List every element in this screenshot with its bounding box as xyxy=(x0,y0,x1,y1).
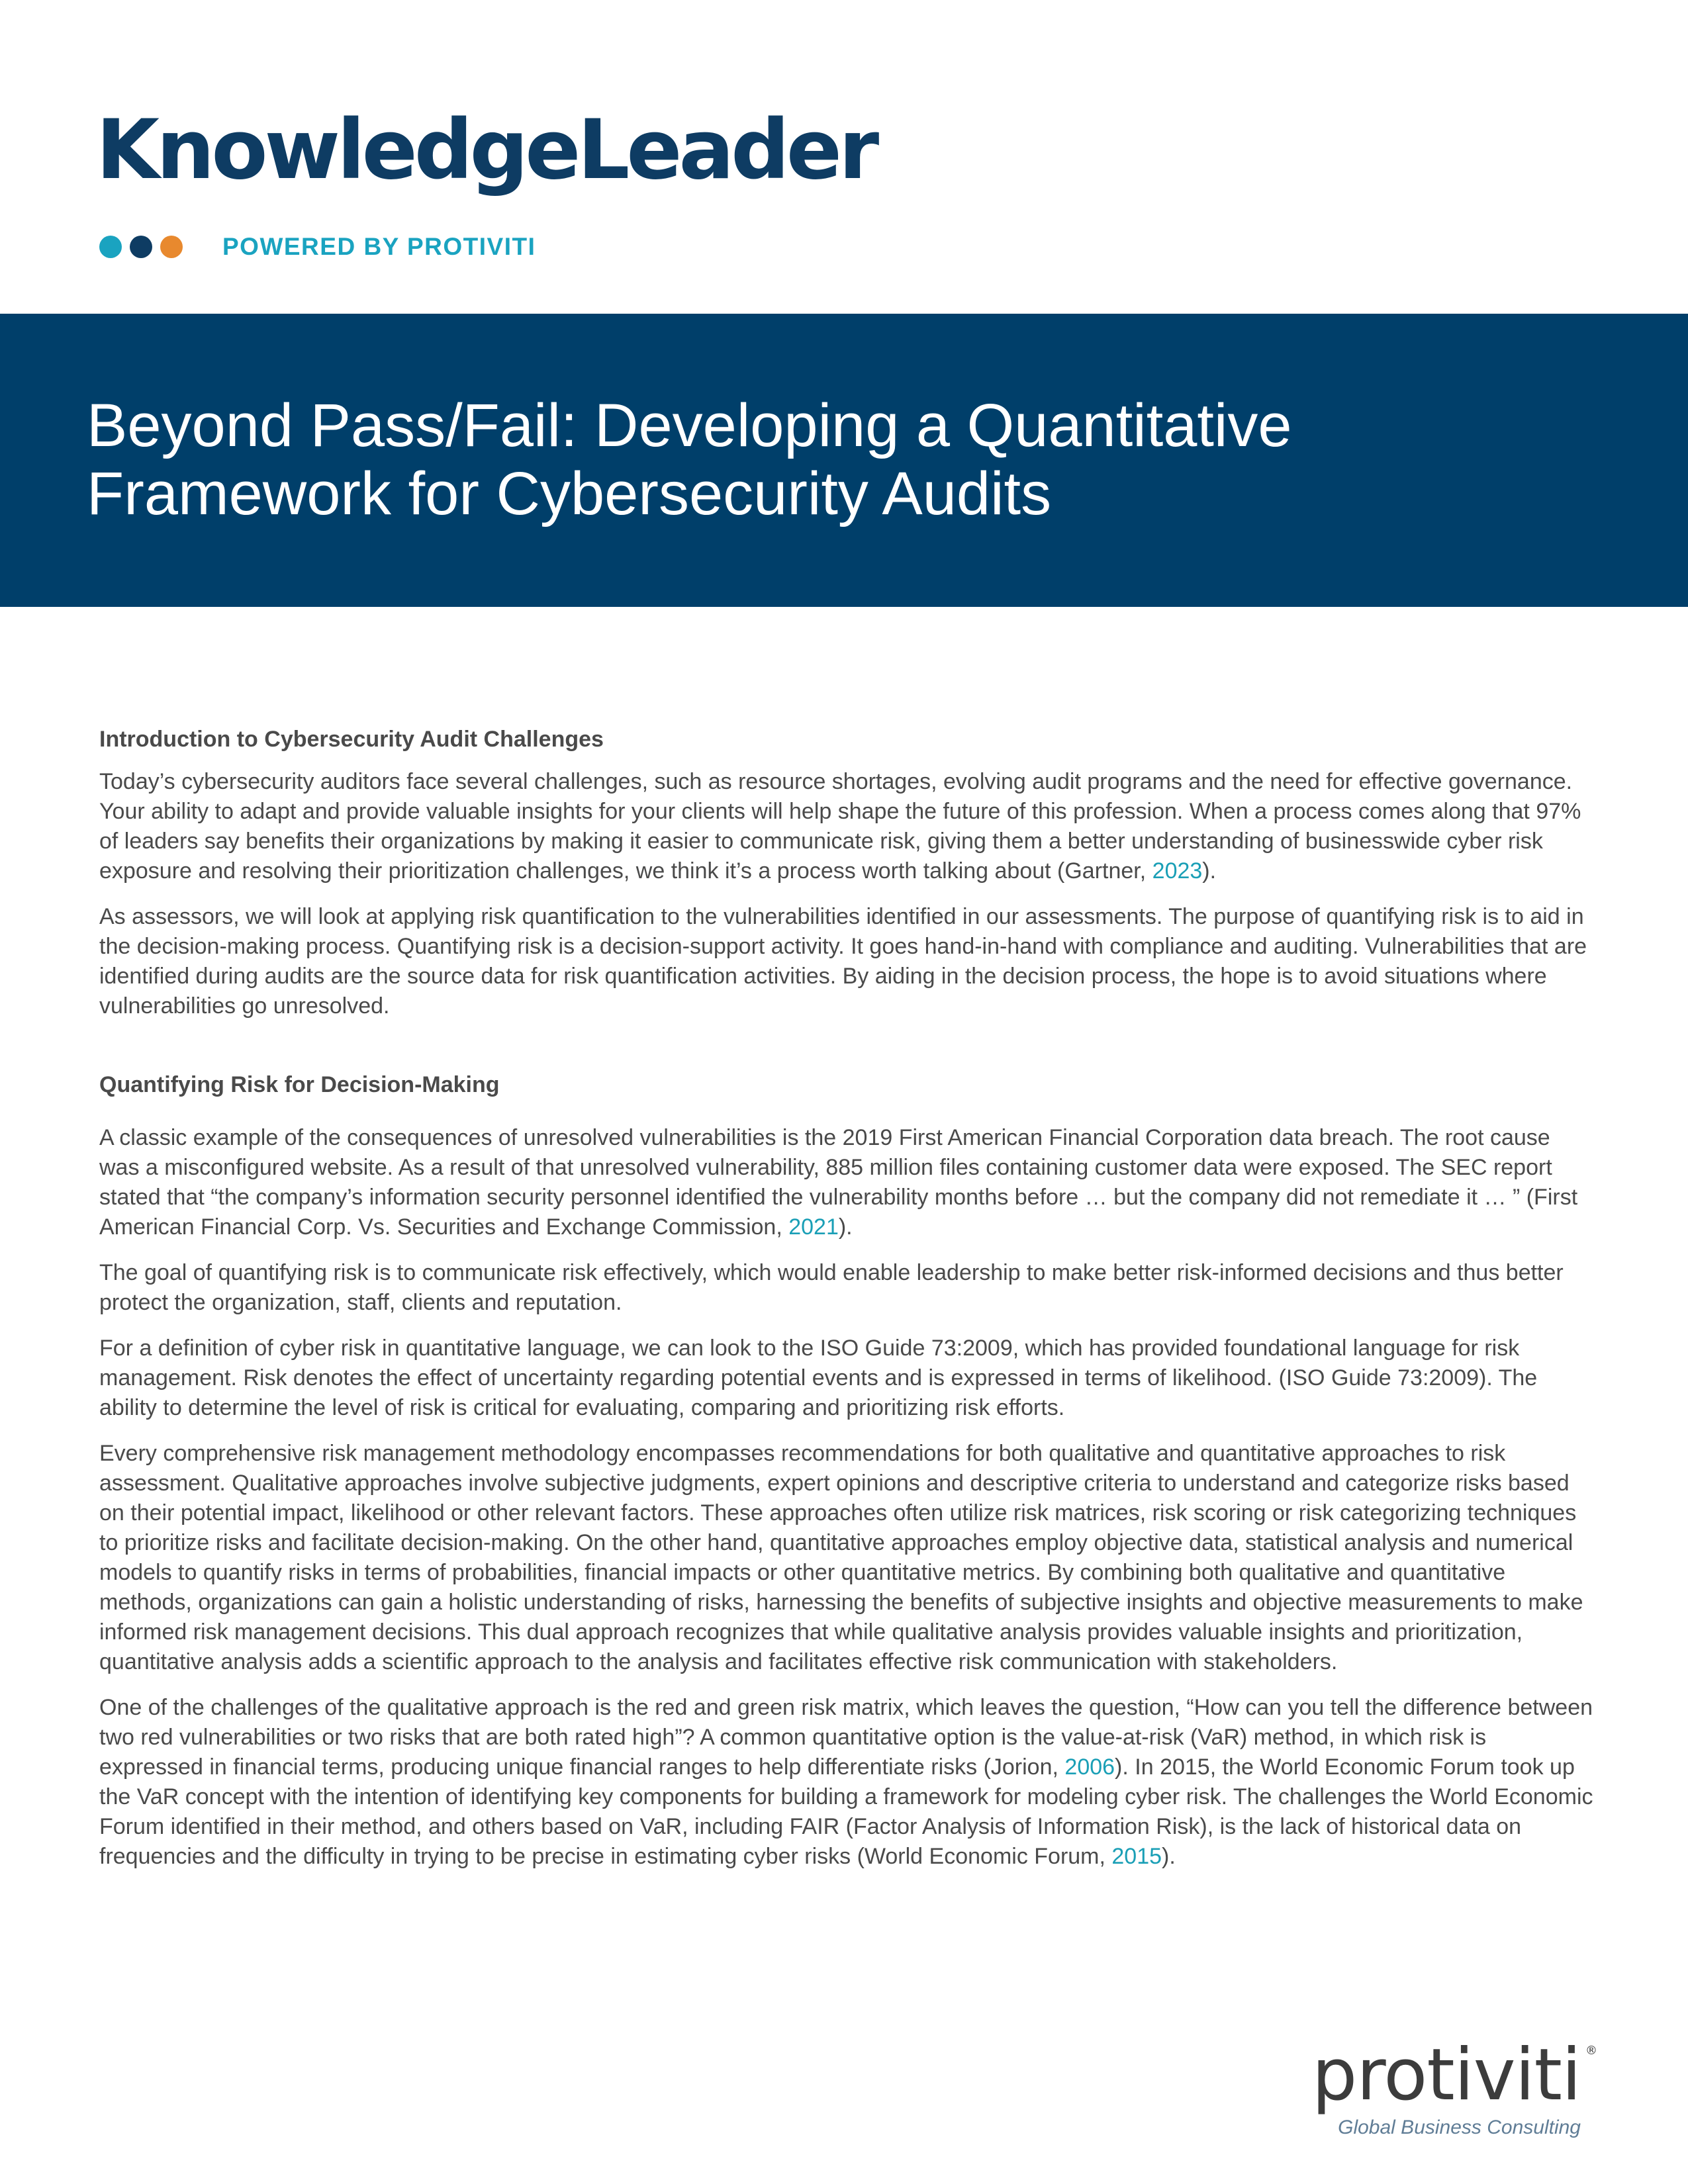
title-line-2: Framework for Cybersecurity Audits xyxy=(87,460,1052,528)
quant-p1-end: ). xyxy=(838,1214,853,1240)
wordmark-text: protiviti xyxy=(1311,2034,1581,2116)
title-line-1: Beyond Pass/Fail: Developing a Quantitative xyxy=(87,392,1292,459)
protiviti-wordmark xyxy=(1311,2034,1597,2116)
protiviti-logo xyxy=(1311,2034,1597,2139)
brand-title: KnowledgeLeader xyxy=(96,103,876,198)
quant-p5-text-2: ). In 2015, the World Economic Forum took up the VaR concept with the intention of identifying key components for building a framework for modeling cyber risk. The challenges the World Economic Forum identified in their method, and others based on VaR, including FAIR (Factor Analysis of Information Risk), is the lack of historical data on frequencies and the difficulty in trying to be precise in estimating cyber risks (World Economic Forum, xyxy=(99,1754,1593,1870)
citation-link-2023[interactable]: 2023 xyxy=(1152,858,1203,884)
quantifying-paragraph-2: The goal of quantifying risk is to communicate risk effectively, which would enable leadership to make better risk-informed decisions and thus better protect the organization, staff, clients and reputation. xyxy=(99,1260,1564,1316)
intro-paragraph-2: As assessors, we will look at applying risk quantification to the vulnerabilities identified in our assessments. The purpose of quantifying risk is to aid in the decision-making process. Quantifying risk is a decision-support activity. It goes hand-in-hand with compliance and auditing. Vulnerabilities that are identified during audits are the source data for risk quantification activities. By aiding in the decision process, the hope is to avoid situations where vulnerabilities go unresolved. xyxy=(99,904,1587,1019)
citation-link-2021[interactable]: 2021 xyxy=(788,1214,839,1240)
document-title xyxy=(87,392,1543,528)
section-spacer xyxy=(99,1037,1595,1070)
quantifying-paragraph-4: Every comprehensive risk management methodology encompasses recommendations for both qualitative and quantitative approaches to risk assessment. Qualitative approaches involve subjective judgments, expert opinions and descriptive criteria to understand and categorize risks based on their potential impact, likelihood or other relevant factors. These approaches often utilize risk matrices, risk scoring or risk categorizing techniques to prioritize risks and facilitate decision-making. On the other hand, quantitative approaches employ objective data, statistical analysis and numerical models to quantify risks in terms of probabilities, financial impacts or other quantitative metrics. By combining both qualitative and quantitative methods, organizations can gain a holistic understanding of risks, harnessing the benefits of subjective insights and objective measurements to make informed risk management decisions. This dual approach recognizes that while qualitative analysis provides valuable insights and prioritization, quantitative analysis adds a scientific approach to the analysis and facilitates effective risk communication with stakeholders. xyxy=(99,1441,1583,1675)
logo-tagline: Global Business Consulting xyxy=(1338,2116,1581,2138)
intro-p1-end: ). xyxy=(1202,858,1217,884)
powered-by-row xyxy=(99,233,536,261)
article-body xyxy=(99,725,1595,1888)
quant-p5-end: ). xyxy=(1162,1844,1176,1870)
section-heading-intro: Introduction to Cybersecurity Audit Challenges xyxy=(99,727,604,752)
quant-p5-text-1: One of the challenges of the qualitative approach is the red and green risk matrix, which leaves the question, “How can you tell the difference between two red vulnerabilities or two risks that are both rated high”? A common quantitative option is the value-at-risk (VaR) method, in which risk is expressed in financial terms, producing unique financial ranges to help differentiate risks (Jorion, xyxy=(99,1695,1593,1780)
teal-dot-icon xyxy=(99,236,122,258)
citation-link-2006[interactable]: 2006 xyxy=(1064,1754,1115,1780)
intro-paragraph-1 xyxy=(99,767,1595,886)
orange-dot-icon xyxy=(160,236,183,258)
navy-dot-icon xyxy=(130,236,152,258)
title-banner xyxy=(0,314,1688,607)
registered-mark: ® xyxy=(1585,2044,1597,2058)
knowledgeleader-logo xyxy=(96,103,876,198)
quantifying-paragraph-3: For a definition of cyber risk in quantitative language, we can look to the ISO Guide 73:2009, which has provided foundational language for risk management. Risk denotes the effect of uncertainty regarding potential events and is expressed in terms of likelihood. (ISO Guide 73:2009). The ability to determine the level of risk is critical for evaluating, comparing and prioritizing risk efforts. xyxy=(99,1336,1538,1421)
quant-p1-text: A classic example of the consequences of unresolved vulnerabilities is the 2019 First American Financial Corporation data breach. The root cause was a misconfigured website. As a result of that unresolved vulnerability, 885 million files containing customer data were exposed. The SEC report stated that “the company’s information security personnel identified the vulnerability months before … but the company did not remediate it … ” (First American Financial Corp. Vs. Securities and Exchange Commission, xyxy=(99,1125,1578,1240)
powered-by-label: POWERED BY PROTIVITI xyxy=(222,233,536,260)
citation-link-2015[interactable]: 2015 xyxy=(1111,1844,1162,1870)
quantifying-paragraph-5 xyxy=(99,1693,1595,1872)
quantifying-paragraph-1 xyxy=(99,1123,1595,1242)
section-heading-quantifying: Quantifying Risk for Decision-Making xyxy=(99,1072,500,1098)
intro-p1-text: Today’s cybersecurity auditors face several challenges, such as resource shortages, evolving audit programs and the need for effective governance. Your ability to adapt and provide valuable insights for your clients will help shape the future of this profession. When a process comes along that 97% of leaders say benefits their organizations by making it easier to communicate risk, giving them a better understanding of businesswide cyber risk exposure and resolving their prioritization challenges, we think it’s a process worth talking about (Gartner, xyxy=(99,769,1581,884)
